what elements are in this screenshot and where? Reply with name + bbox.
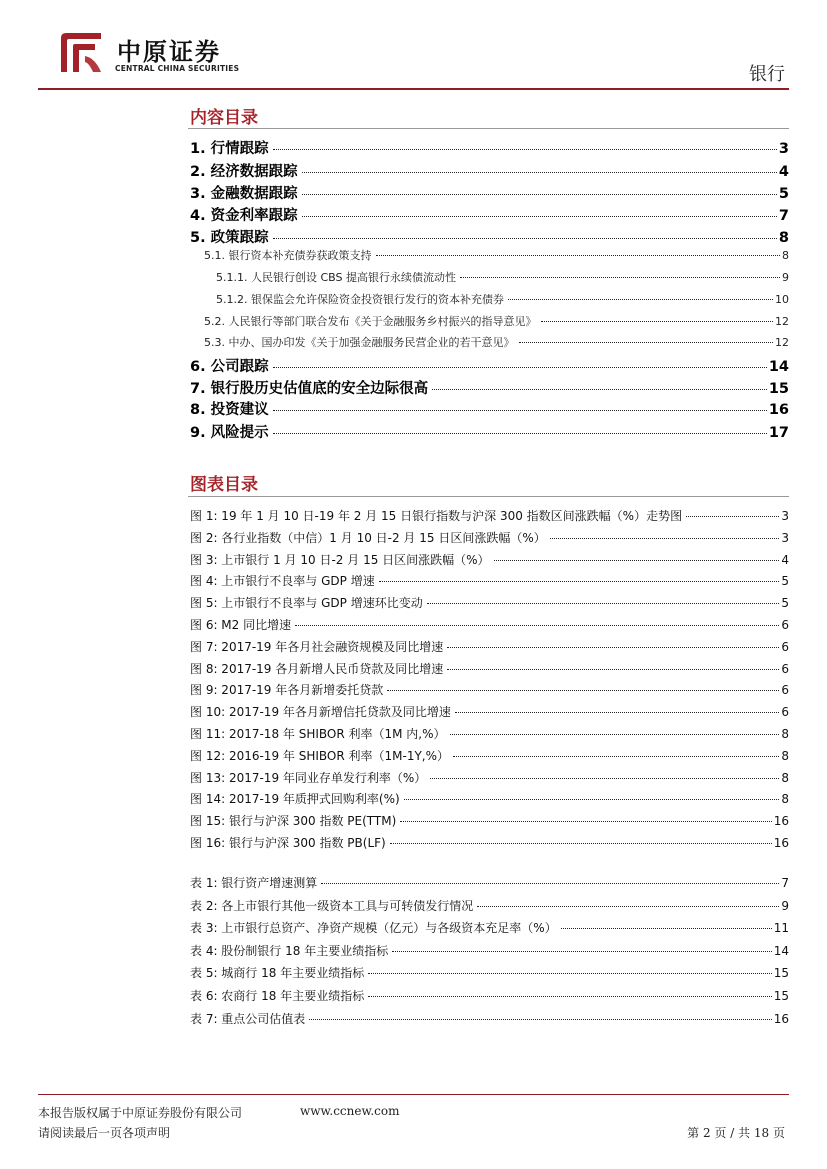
entry-label: 表 5: 城商行 18 年主要业绩指标 (190, 966, 365, 981)
entry-label: 2. 经济数据跟踪 (190, 164, 298, 180)
entry-page-number: 8 (782, 249, 789, 262)
entry-label: 图 15: 银行与沪深 300 指数 PE(TTM) (190, 814, 397, 829)
figures-entry[interactable] (190, 790, 789, 807)
dot-leader (295, 625, 779, 626)
contents-entry[interactable] (190, 291, 789, 307)
entry-label: 5.1.1. 人民银行创设 CBS 提高银行永续债流动性 (216, 271, 456, 284)
entry-page-number: 7 (778, 208, 789, 224)
dot-leader (321, 883, 779, 884)
entry-page-number: 8 (781, 792, 789, 807)
contents-entry[interactable] (190, 377, 789, 398)
dot-leader (390, 843, 772, 844)
dot-leader (450, 734, 780, 735)
entry-label: 图 14: 2017-19 年质押式回购利率(%) (190, 792, 400, 807)
dot-leader (273, 433, 767, 434)
tables-entry[interactable] (190, 1010, 789, 1027)
entry-page-number: 10 (775, 293, 789, 306)
tables-entry[interactable] (190, 874, 789, 891)
contents-entry[interactable] (190, 313, 789, 329)
entry-page-number: 16 (773, 836, 789, 850)
entry-page-number: 6 (781, 618, 789, 632)
entry-page-number: 16 (773, 814, 789, 829)
entry-label: 6. 公司跟踪 (190, 359, 269, 375)
dot-leader (368, 973, 772, 974)
figures-entry[interactable] (190, 725, 789, 742)
logo-text-en: CENTRAL CHINA SECURITIES (115, 64, 240, 73)
entry-page-number: 5 (781, 574, 789, 589)
contents-divider (188, 128, 789, 129)
entry-label: 8. 投资建议 (190, 402, 269, 418)
entry-label: 表 3: 上市银行总资产、净资产规模（亿元）与各级资本充足率（%） (190, 921, 557, 936)
dot-leader (460, 277, 780, 278)
footer-divider (38, 1094, 789, 1095)
entry-label: 图 13: 2017-19 年同业存单发行利率（%） (190, 770, 427, 785)
dot-leader (392, 951, 772, 952)
entry-label: 表 1: 银行资产增速测算 (190, 876, 318, 890)
entry-label: 7. 银行股历史估值底的安全边际很高 (190, 381, 429, 397)
entry-label: 图 2: 各行业指数（中信）1 月 10 日-2 月 15 日区间涨跌幅（%） (190, 530, 546, 545)
contents-entry[interactable] (190, 421, 789, 442)
entry-page-number: 3 (778, 141, 789, 157)
entry-label: 图 4: 上市银行不良率与 GDP 增速 (190, 574, 375, 589)
figures-entry[interactable] (190, 769, 789, 786)
entry-label: 5. 政策跟踪 (190, 230, 269, 246)
dot-leader (273, 367, 767, 368)
figures-entry[interactable] (190, 638, 789, 655)
entry-page-number: 11 (773, 921, 789, 936)
contents-entry[interactable] (190, 160, 789, 181)
entry-label: 图 7: 2017-19 年各月社会融资规模及同比增速 (190, 639, 444, 654)
figures-entry[interactable] (190, 703, 789, 720)
contents-entry[interactable] (190, 182, 789, 203)
entry-page-number: 8 (781, 727, 789, 741)
dot-leader (379, 581, 780, 582)
dot-leader (430, 778, 779, 779)
entry-label: 5.3. 中办、国办印发《关于加强金融服务民营企业的若干意见》 (204, 336, 515, 349)
entry-label: 图 12: 2016-19 年 SHIBOR 利率（1M-1Y,%） (190, 748, 450, 763)
dot-leader (477, 906, 779, 907)
entry-page-number: 3 (781, 509, 789, 523)
entry-label: 图 16: 银行与沪深 300 指数 PB(LF) (190, 836, 386, 850)
contents-entry[interactable] (190, 247, 789, 263)
entry-page-number: 3 (781, 530, 789, 545)
contents-entry[interactable] (190, 137, 789, 158)
dot-leader (453, 756, 779, 757)
figures-entry[interactable] (190, 616, 789, 633)
entry-page-number: 8 (781, 770, 789, 785)
tables-entry[interactable] (190, 964, 789, 981)
entry-page-number: 6 (781, 661, 789, 676)
dot-leader (273, 410, 767, 411)
dot-leader (494, 560, 780, 561)
entry-label: 表 2: 各上市银行其他一级资本工具与可转债发行情况 (190, 898, 474, 913)
entry-label: 5.1.2. 银保监会允许保险资金投资银行发行的资本补充债券 (216, 293, 504, 306)
page-number: 第 2 页 / 共 18 页 (687, 1126, 785, 1140)
tables-entry[interactable] (190, 942, 789, 959)
entry-page-number: 8 (781, 748, 789, 763)
entry-label: 图 5: 上市银行不良率与 GDP 增速环比变动 (190, 596, 423, 611)
contents-entry[interactable] (190, 355, 789, 376)
entry-label: 表 6: 农商行 18 年主要业绩指标 (190, 989, 365, 1003)
dot-leader (686, 516, 779, 517)
sector-label: 银行 (749, 64, 785, 85)
entry-label: 图 9: 2017-19 年各月新增委托贷款 (190, 683, 384, 698)
footer-disclaimer: 请阅读最后一页各项声明 (38, 1126, 171, 1140)
dot-leader (387, 690, 779, 691)
entry-label: 表 7: 重点公司估值表 (190, 1011, 306, 1026)
entry-label: 图 10: 2017-19 年各月新增信托贷款及同比增速 (190, 705, 451, 720)
contents-entry[interactable] (190, 334, 789, 350)
header-divider (38, 88, 789, 90)
dot-leader (447, 647, 779, 648)
figures-entry[interactable] (190, 572, 789, 589)
tables-entry[interactable] (190, 897, 789, 914)
entry-page-number: 14 (768, 359, 789, 375)
contents-entry[interactable] (190, 398, 789, 419)
entry-page-number: 8 (778, 230, 789, 246)
entry-label: 图 6: M2 同比增速 (190, 618, 292, 632)
contents-entry[interactable] (190, 226, 789, 247)
company-logo (55, 30, 255, 76)
entry-label: 图 11: 2017-18 年 SHIBOR 利率（1M 内,%） (190, 727, 446, 741)
figures-entry[interactable] (190, 529, 789, 546)
footer-website-link[interactable]: www.ccnew.com (300, 1104, 400, 1118)
tables-entry[interactable] (190, 919, 789, 936)
entry-page-number: 15 (773, 966, 789, 981)
dot-leader (508, 299, 773, 300)
entry-page-number: 16 (768, 402, 789, 418)
entry-page-number: 4 (781, 552, 789, 567)
entry-page-number: 5 (778, 186, 789, 202)
dot-leader (273, 149, 777, 150)
entry-page-number: 16 (773, 1011, 789, 1026)
entry-page-number: 6 (781, 683, 789, 698)
figures-entry[interactable] (190, 681, 789, 698)
entry-label: 图 8: 2017-19 各月新增人民币贷款及同比增速 (190, 661, 444, 676)
entry-label: 5.1. 银行资本补充债券获政策支持 (204, 249, 372, 262)
figures-entry[interactable] (190, 507, 789, 524)
entry-page-number: 14 (773, 943, 789, 958)
dot-leader (519, 342, 774, 343)
dot-leader (376, 255, 781, 256)
dot-leader (302, 216, 777, 217)
figures-title: 图表目录 (190, 475, 258, 495)
entry-page-number: 12 (775, 315, 789, 328)
footer-copyright: 本报告版权属于中原证券股份有限公司 (38, 1106, 243, 1120)
entry-label: 表 4: 股份制银行 18 年主要业绩指标 (190, 943, 389, 958)
entry-page-number: 7 (781, 876, 789, 890)
figures-entry[interactable] (190, 747, 789, 764)
entry-page-number: 6 (781, 705, 789, 720)
dot-leader (404, 799, 780, 800)
entry-page-number: 6 (781, 639, 789, 654)
figures-entry[interactable] (190, 660, 789, 677)
dot-leader (550, 538, 780, 539)
entry-label: 9. 风险提示 (190, 425, 269, 441)
dot-leader (455, 712, 779, 713)
entry-label: 1. 行情跟踪 (190, 141, 269, 157)
dot-leader (427, 603, 780, 604)
figures-entry[interactable] (190, 594, 789, 611)
dot-leader (561, 928, 772, 929)
dot-leader (368, 996, 772, 997)
contents-entry[interactable] (190, 269, 789, 285)
figures-divider (188, 496, 789, 497)
entry-label: 3. 金融数据跟踪 (190, 186, 298, 202)
entry-page-number: 4 (778, 164, 789, 180)
entry-page-number: 15 (773, 989, 789, 1003)
entry-page-number: 9 (781, 898, 789, 913)
entry-page-number: 5 (781, 596, 789, 611)
entry-page-number: 12 (775, 336, 789, 349)
entry-label: 图 3: 上市银行 1 月 10 日-2 月 15 日区间涨跌幅（%） (190, 552, 490, 567)
dot-leader (447, 669, 779, 670)
logo-text-cn: 中原证券 (117, 37, 221, 66)
entry-label: 4. 资金利率跟踪 (190, 208, 298, 224)
contents-title: 内容目录 (190, 108, 258, 128)
entry-label: 图 1: 19 年 1 月 10 日-19 年 2 月 15 日银行指数与沪深 300 指数区间涨跌幅（%）走势图 (190, 509, 683, 523)
entry-label: 5.2. 人民银行等部门联合发布《关于金融服务乡村振兴的指导意见》 (204, 315, 537, 328)
entry-page-number: 17 (768, 425, 789, 441)
figures-entry[interactable] (190, 551, 789, 568)
dot-leader (302, 172, 777, 173)
tables-entry[interactable] (190, 987, 789, 1004)
dot-leader (432, 389, 767, 390)
dot-leader (273, 238, 777, 239)
figures-entry[interactable] (190, 812, 789, 829)
dot-leader (541, 321, 774, 322)
figures-entry[interactable] (190, 834, 789, 851)
entry-page-number: 15 (768, 381, 789, 397)
dot-leader (302, 194, 777, 195)
contents-entry[interactable] (190, 204, 789, 225)
logo-mark-icon (55, 30, 107, 76)
dot-leader (309, 1019, 771, 1020)
entry-page-number: 9 (782, 271, 789, 284)
dot-leader (400, 821, 771, 822)
